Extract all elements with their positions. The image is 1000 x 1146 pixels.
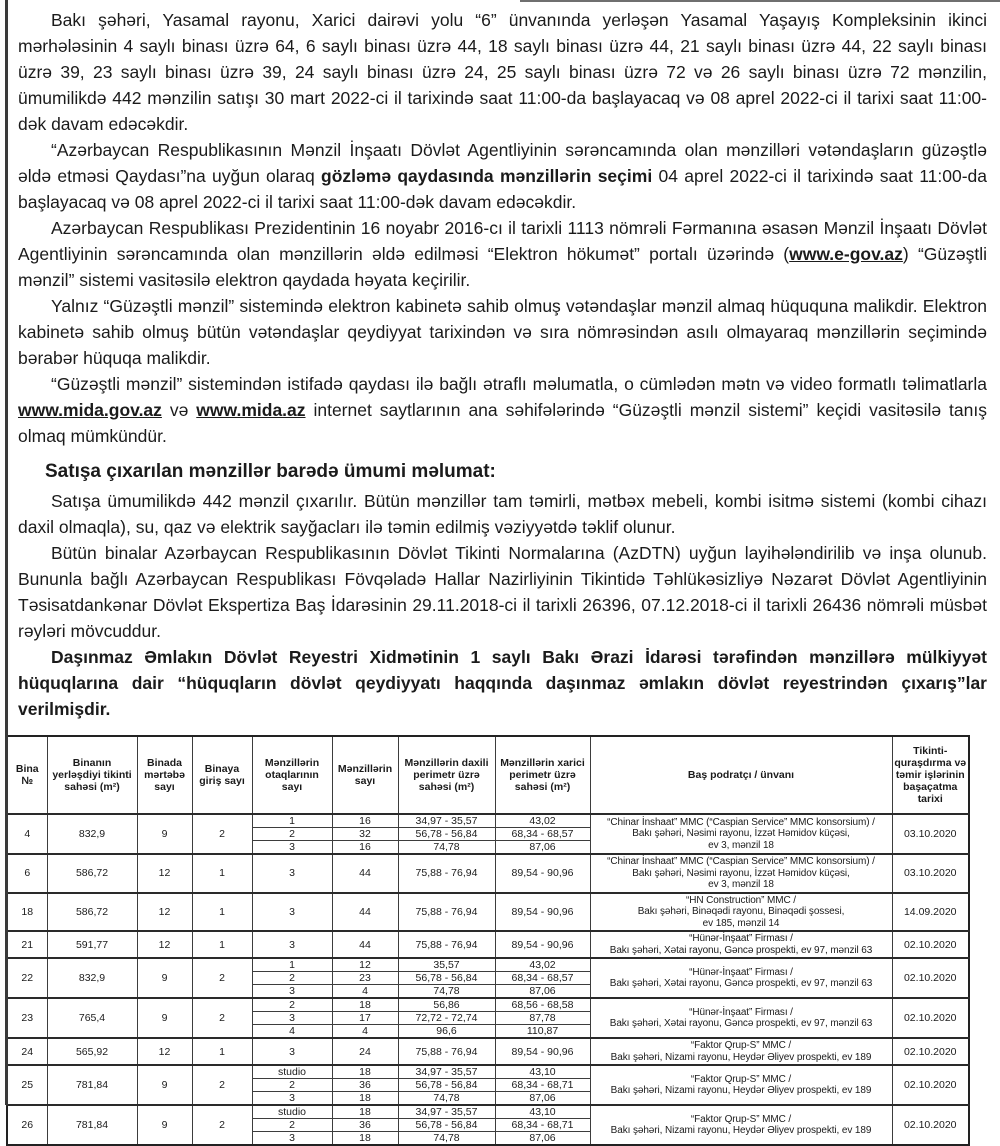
table-row (7, 1038, 969, 1065)
cell-apartment-count: 12 (332, 958, 398, 972)
text-run: Yalnız “Güzəştli mənzil” sistemində elektron kabinetə sahib olmuş vətəndaşlar mənzil almaq hüququna malikdir. Elektron kabinetə sahib olmuş bütün vətəndaşlar qeydiyyat tarixindən və sıra nömrəsindən asılı olmayaraq mənzillərin seçimində bərabər hüquqa malikdir. (18, 296, 987, 368)
paragraph (18, 137, 987, 215)
cell-inner-area: 34,97 - 35,57 (398, 1105, 495, 1119)
paragraph (18, 540, 987, 644)
cell-outer-area: 43,10 (495, 1065, 590, 1079)
table-row (7, 814, 969, 828)
cell-floor-count: 9 (137, 998, 192, 1038)
cell-floor-count: 12 (137, 931, 192, 958)
cell-inner-area: 75,88 - 76,94 (398, 893, 495, 932)
cell-contractor-address: “Chinar İnshaat” MMC (“Caspian Service” MMC konsorsium) / Bakı şəhəri, Nəsimi rayonu, İzzət Həmidov küçəsi, ev 3, mənzil 18 (590, 814, 892, 854)
cell-site-area: 832,9 (47, 814, 137, 854)
cell-building-number: 25 (7, 1065, 47, 1105)
cell-inner-area: 75,88 - 76,94 (398, 854, 495, 893)
cell-floor-count: 12 (137, 854, 192, 893)
column-header: Binada mərtəbə sayı (137, 736, 192, 814)
text-run: Azərbaycan Respublikası Prezidentinin 16 noyabr 2016-cı il tarixli 1113 nömrəli Fərmanına əsasən Mənzil İnşaatı Dövlət Agentliyinin sərəncamında olan mənzillərin əldə edilməsi “Elektron hökumət” portalı üzərində ( (18, 218, 987, 264)
cell-building-number: 23 (7, 998, 47, 1038)
text-run: Satışa ümumilikdə 442 mənzil çıxarılır. Bütün mənzillər tam təmirli, mətbəx mebeli, kombi isitmə sistemi (kombi cihazı daxil olmaqla), su, qaz və elektrik sayğacları ilə təmin edilmiş vəziyyətdə təklif olunur. (18, 491, 987, 537)
text-run: gözləmə qaydasında mənzillərin seçimi (321, 166, 653, 186)
cell-completion-date: 02.10.2020 (892, 1038, 969, 1065)
cell-building-number: 21 (7, 931, 47, 958)
cell-apartment-count: 32 (332, 828, 398, 841)
cell-apartment-count: 16 (332, 841, 398, 855)
cell-apartment-count: 18 (332, 998, 398, 1012)
column-header: Binanın yerləşdiyi tikinti sahəsi (m²) (47, 736, 137, 814)
cell-contractor-address: “Faktor Qrup-S” MMC / Bakı şəhəri, Nizami rayonu, Heydər Əliyev prospekti, ev 189 (590, 1038, 892, 1065)
table-header-row (7, 736, 969, 814)
paragraph (18, 644, 987, 722)
table-row (7, 893, 969, 932)
text-run: Bütün binalar Azərbaycan Respublikasının Dövlət Tikinti Normalarına (AzDTN) uyğun layihələndirilib və inşa olunub. Bununla bağlı Azərbaycan Respublikası Fövqəladə Hallar Nazirliyinin Tikintidə Təhlükəsizliyə Nəzarət Dövlət Agentliyinin Təsisatdankənar Dövlət Ekspertiza Baş İdarəsinin 29.11.2018-ci il tarixli 26396, 07.12.2018-ci il tarixli 26436 nömrəli müsbət rəyləri mövcuddur. (18, 543, 987, 641)
column-header: Mənzillərin otaqlarının sayı (252, 736, 332, 814)
cell-site-area: 565,92 (47, 1038, 137, 1065)
cell-outer-area: 43,10 (495, 1105, 590, 1119)
cell-outer-area: 89,54 - 90,96 (495, 1038, 590, 1065)
paragraph (18, 293, 987, 371)
text-run: Daşınmaz Əmlakın Dövlət Reyestri Xidmətinin 1 saylı Bakı Ərazi İdarəsi tərəfindən mənzillərə mülkiyyət hüquqlarına dair “hüquqların dövlət qeydiyyatı haqqında daşınmaz əmlakın dövlət reyestrindən çıxarış”lar verilmişdir. (18, 647, 987, 719)
cell-building-number: 4 (7, 814, 47, 854)
cell-apartment-count: 23 (332, 972, 398, 985)
cell-apartment-count: 18 (332, 1065, 398, 1079)
cell-room-count: 2 (252, 1119, 332, 1132)
column-header: Tikinti-quraşdırma və təmir işlərinin başaçatma tarixi (892, 736, 969, 814)
column-header: Mənzillərin xarici perimetr üzrə sahəsi (m²) (495, 736, 590, 814)
cell-building-number: 24 (7, 1038, 47, 1065)
text-run: və (161, 400, 197, 420)
cell-apartment-count: 18 (332, 1092, 398, 1106)
cell-completion-date: 03.10.2020 (892, 814, 969, 854)
cell-room-count: 3 (252, 854, 332, 893)
cell-outer-area: 87,06 (495, 1132, 590, 1146)
cell-inner-area: 75,88 - 76,94 (398, 1038, 495, 1065)
cell-apartment-count: 17 (332, 1012, 398, 1025)
cell-floor-count: 9 (137, 1105, 192, 1145)
cell-entrance-count: 1 (192, 931, 252, 958)
column-header: Baş podratçı / ünvanı (590, 736, 892, 814)
cell-inner-area: 75,88 - 76,94 (398, 931, 495, 958)
column-header: Bina № (7, 736, 47, 814)
cell-apartment-count: 18 (332, 1105, 398, 1119)
cell-inner-area: 56,86 (398, 998, 495, 1012)
cell-outer-area: 68,34 - 68,71 (495, 1079, 590, 1092)
link-url[interactable]: www.mida.az (196, 400, 306, 420)
cell-entrance-count: 2 (192, 998, 252, 1038)
cell-contractor-address: “Hünər-İnşaat” Firması / Bakı şəhəri, Xətai rayonu, Gəncə prospekti, ev 97, mənzil 63 (590, 998, 892, 1038)
cell-apartment-count: 36 (332, 1119, 398, 1132)
cell-contractor-address: “Faktor Qrup-S” MMC / Bakı şəhəri, Nizami rayonu, Heydər Əliyev prospekti, ev 189 (590, 1065, 892, 1105)
cell-outer-area: 87,06 (495, 841, 590, 855)
cell-outer-area: 68,56 - 68,58 (495, 998, 590, 1012)
cell-inner-area: 56,78 - 56,84 (398, 972, 495, 985)
text-run: Bakı şəhəri, Yasamal rayonu, Xarici dairəvi yolu “6” ünvanında yerləşən Yasamal Yaşayış Kompleksinin ikinci mərhələsinin 4 saylı binası üzrə 64, 6 saylı binası üzrə 44, 18 saylı binası üzrə 44, 21 saylı binası üzrə 44, 22 saylı binası üzrə 39, 23 saylı binası üzrə 39, 24 saylı binası üzrə 24, 25 saylı binası üzrə 72 və 26 saylı binası üzrə 72 mənzilin, ümumilikdə 442 mənzilin satışı 30 mart 2022-ci il tarixində saat 11:00-da başlayacaq və 08 aprel 2022-ci il tarixi saat 11:00-dək davam edəcəkdir. (18, 10, 987, 134)
link-url[interactable]: www.mida.gov.az (18, 400, 162, 420)
cell-outer-area: 68,34 - 68,57 (495, 972, 590, 985)
cell-apartment-count: 44 (332, 893, 398, 932)
cell-site-area: 781,84 (47, 1065, 137, 1105)
cell-floor-count: 9 (137, 958, 192, 998)
cell-inner-area: 34,97 - 35,57 (398, 814, 495, 828)
paragraph (18, 215, 987, 293)
text-run: 04 aprel 2022-ci il tarixində saat 11:00-da başlayacaq və 08 aprel 2022-ci il tarixi saat 11:00-dək davam edəcəkdir. (18, 166, 987, 212)
cell-site-area: 832,9 (47, 958, 137, 998)
cell-site-area: 765,4 (47, 998, 137, 1038)
cell-outer-area: 43,02 (495, 958, 590, 972)
cell-site-area: 591,77 (47, 931, 137, 958)
table-row (7, 931, 969, 958)
cell-room-count: 1 (252, 958, 332, 972)
paragraph (18, 488, 987, 540)
cell-room-count: 3 (252, 1038, 332, 1065)
cell-room-count: 3 (252, 841, 332, 855)
cell-apartment-count: 16 (332, 814, 398, 828)
cell-room-count: 3 (252, 1012, 332, 1025)
cell-outer-area: 87,06 (495, 1092, 590, 1106)
text-run: ) “Güzəştli mənzil” sistemi vasitəsilə elektron qaydada həyata keçirilir. (18, 244, 987, 290)
table-row (7, 958, 969, 972)
table-row (7, 854, 969, 893)
table-row (7, 998, 969, 1012)
cell-inner-area: 74,78 (398, 1132, 495, 1146)
page-left-border-line (5, 0, 8, 1105)
cell-completion-date: 02.10.2020 (892, 958, 969, 998)
text-run: “Güzəştli mənzil” sistemindən istifadə qaydası ilə bağlı ətraflı məlumatla, o cümlədən mətn və video formatlı təlimatlarla (51, 374, 987, 394)
paragraph (18, 371, 987, 449)
cell-outer-area: 110,87 (495, 1025, 590, 1039)
cell-entrance-count: 2 (192, 1065, 252, 1105)
text-run: “Azərbaycan Respublikasının Mənzil İnşaatı Dövlət Agentliyinin sərəncamında olan mənzilləri vətəndaşların güzəştlə əldə etməsi Qaydası”na uyğun olaraq (18, 140, 987, 186)
cell-apartment-count: 44 (332, 854, 398, 893)
cell-building-number: 6 (7, 854, 47, 893)
cell-entrance-count: 2 (192, 814, 252, 854)
cell-floor-count: 12 (137, 1038, 192, 1065)
cell-outer-area: 43,02 (495, 814, 590, 828)
cell-inner-area: 74,78 (398, 1092, 495, 1106)
cell-inner-area: 35,57 (398, 958, 495, 972)
cell-floor-count: 12 (137, 893, 192, 932)
cell-outer-area: 89,54 - 90,96 (495, 893, 590, 932)
text-run: Satışa çıxarılan mənzillər barədə ümumi məlumat: (45, 461, 496, 482)
cell-building-number: 18 (7, 893, 47, 932)
text-run: internet saytlarının ana səhifələrində “Güzəştli mənzil sistemi” keçidi vasitəsilə tanış olmaq mümkündür. (18, 400, 987, 446)
table-row (7, 1105, 969, 1119)
cell-inner-area: 34,97 - 35,57 (398, 1065, 495, 1079)
cell-inner-area: 56,78 - 56,84 (398, 1119, 495, 1132)
cell-building-number: 26 (7, 1105, 47, 1145)
cell-completion-date: 03.10.2020 (892, 854, 969, 893)
cell-entrance-count: 2 (192, 1105, 252, 1145)
cell-inner-area: 96,6 (398, 1025, 495, 1039)
cell-building-number: 22 (7, 958, 47, 998)
column-header: Binaya giriş sayı (192, 736, 252, 814)
paragraph (18, 7, 987, 137)
cell-apartment-count: 18 (332, 1132, 398, 1146)
cell-outer-area: 87,06 (495, 985, 590, 999)
cell-room-count: 3 (252, 1132, 332, 1146)
table-header (7, 736, 969, 814)
cell-inner-area: 74,78 (398, 841, 495, 855)
cell-room-count: 2 (252, 998, 332, 1012)
cell-room-count: 2 (252, 972, 332, 985)
cell-room-count: 1 (252, 814, 332, 828)
cell-outer-area: 87,78 (495, 1012, 590, 1025)
cell-site-area: 781,84 (47, 1105, 137, 1145)
cell-apartment-count: 36 (332, 1079, 398, 1092)
apartments-table (6, 735, 970, 1146)
link-url[interactable]: www.e-gov.az (789, 244, 903, 264)
page-top-edge-line (520, 0, 1000, 2)
cell-outer-area: 89,54 - 90,96 (495, 931, 590, 958)
cell-contractor-address: “HN Construction” MMC / Bakı şəhəri, Binəqədi rayonu, Binəqədi şossesi, ev 185, mənzil 14 (590, 893, 892, 932)
cell-room-count: 4 (252, 1025, 332, 1039)
cell-outer-area: 89,54 - 90,96 (495, 854, 590, 893)
cell-completion-date: 14.09.2020 (892, 893, 969, 932)
cell-completion-date: 02.10.2020 (892, 1105, 969, 1145)
table-row (7, 1065, 969, 1079)
cell-contractor-address: “Chinar İnshaat” MMC (“Caspian Service” MMC konsorsium) / Bakı şəhəri, Nəsimi rayonu, İzzət Həmidov küçəsi, ev 3, mənzil 18 (590, 854, 892, 893)
cell-outer-area: 68,34 - 68,57 (495, 828, 590, 841)
cell-entrance-count: 2 (192, 958, 252, 998)
cell-room-count: studio (252, 1105, 332, 1119)
cell-entrance-count: 1 (192, 854, 252, 893)
cell-room-count: 3 (252, 931, 332, 958)
cell-room-count: 3 (252, 893, 332, 932)
cell-room-count: 2 (252, 828, 332, 841)
cell-apartment-count: 4 (332, 1025, 398, 1039)
cell-completion-date: 02.10.2020 (892, 1065, 969, 1105)
table-body (7, 814, 969, 1145)
cell-contractor-address: “Hünər-İnşaat” Firması / Bakı şəhəri, Xətai rayonu, Gəncə prospekti, ev 97, mənzil 63 (590, 958, 892, 998)
cell-entrance-count: 1 (192, 1038, 252, 1065)
cell-room-count: 3 (252, 1092, 332, 1106)
cell-site-area: 586,72 (47, 854, 137, 893)
cell-completion-date: 02.10.2020 (892, 931, 969, 958)
cell-contractor-address: “Faktor Qrup-S” MMC / Bakı şəhəri, Nizami rayonu, Heydər Əliyev prospekti, ev 189 (590, 1105, 892, 1145)
cell-outer-area: 68,34 - 68,71 (495, 1119, 590, 1132)
cell-apartment-count: 44 (332, 931, 398, 958)
cell-inner-area: 74,78 (398, 985, 495, 999)
column-header: Mənzillərin daxili perimetr üzrə sahəsi (m²) (398, 736, 495, 814)
cell-room-count: 3 (252, 985, 332, 999)
cell-apartment-count: 4 (332, 985, 398, 999)
cell-floor-count: 9 (137, 1065, 192, 1105)
cell-contractor-address: “Hünər-İnşaat” Firması / Bakı şəhəri, Xətai rayonu, Gəncə prospekti, ev 97, mənzil 63 (590, 931, 892, 958)
cell-inner-area: 72,72 - 72,74 (398, 1012, 495, 1025)
cell-site-area: 586,72 (47, 893, 137, 932)
cell-inner-area: 56,78 - 56,84 (398, 1079, 495, 1092)
cell-room-count: studio (252, 1065, 332, 1079)
section-heading (45, 458, 987, 485)
cell-completion-date: 02.10.2020 (892, 998, 969, 1038)
cell-apartment-count: 24 (332, 1038, 398, 1065)
cell-room-count: 2 (252, 1079, 332, 1092)
cell-inner-area: 56,78 - 56,84 (398, 828, 495, 841)
cell-entrance-count: 1 (192, 893, 252, 932)
column-header: Mənzillərin sayı (332, 736, 398, 814)
cell-floor-count: 9 (137, 814, 192, 854)
